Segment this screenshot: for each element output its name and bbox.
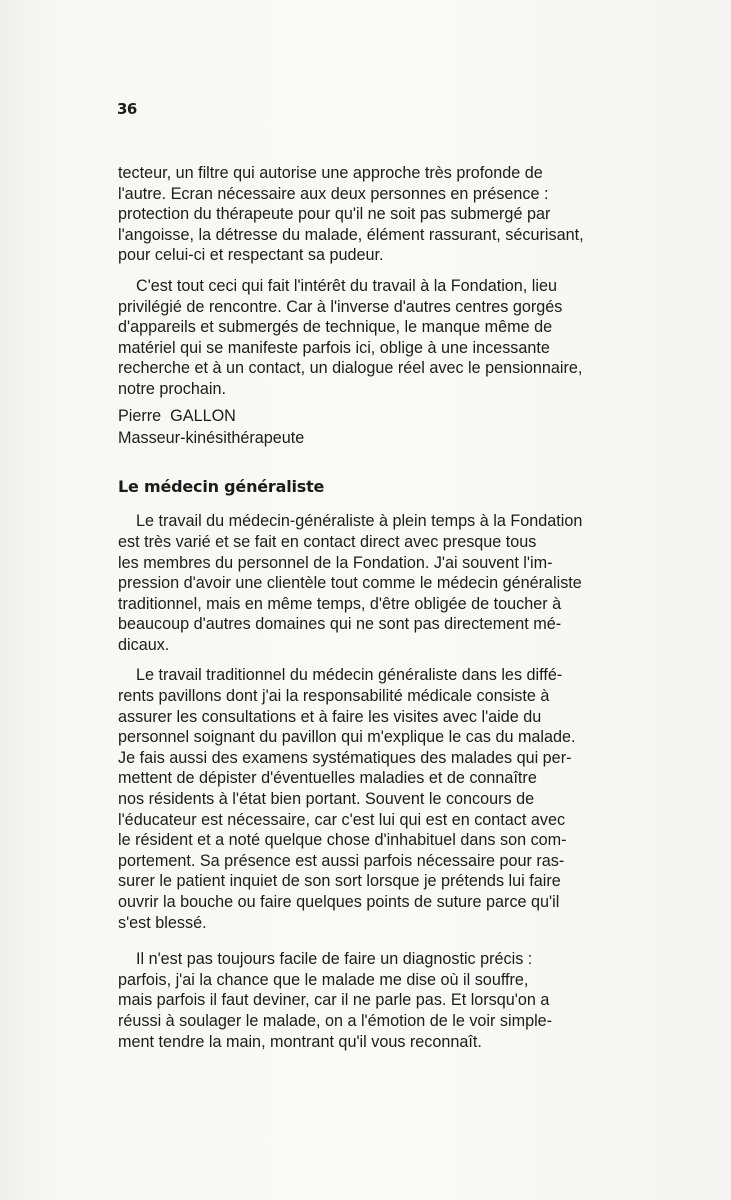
signature-name: Pierre GALLON <box>118 406 236 425</box>
text-line: Le travail du médecin-généraliste à plein temps à la Fondation <box>136 512 583 531</box>
text-line: pression d'avoir une clientèle tout comme le médecin généraliste <box>118 574 582 593</box>
text-line: l'éducateur est nécessaire, car c'est lui qui est en contact avec <box>118 810 566 829</box>
text-line: notre prochain. <box>118 379 226 398</box>
section-heading: Le médecin généraliste <box>118 476 325 496</box>
text-line: nos résidents à l'état bien portant. Souvent le concours de <box>118 790 535 809</box>
text-line: tecteur, un filtre qui autorise une approche très profonde de <box>118 164 543 182</box>
text-line: s'est blessé. <box>118 913 207 932</box>
text-line: Le travail traditionnel du médecin généraliste dans les diffé- <box>136 666 563 685</box>
text-line: rents pavillons dont j'ai la responsabilité médicale consiste à <box>118 687 550 706</box>
text-line: privilégié de rencontre. Car à l'inverse d'autres centres gorgés <box>118 297 563 316</box>
text-line: pour celui-ci et respectant sa pudeur. <box>118 246 384 265</box>
paragraph-diagnostic <box>118 949 649 1052</box>
paragraph-continuation <box>118 163 649 266</box>
text-line: surer le patient inquiet de son sort lorsque je prétends lui faire <box>118 872 561 891</box>
signature-title: Masseur-kinésithérapeute <box>118 429 305 448</box>
text-line: protection du thérapeute pour qu'il ne soit pas submergé par <box>118 205 551 224</box>
text-line: personnel soignant du pavillon qui m'explique le cas du malade. <box>118 728 576 747</box>
text-line: Je fais aussi des examens systématiques des malades qui per- <box>118 748 572 767</box>
text-line: l'autre. Ecran nécessaire aux deux personnes en présence : <box>118 184 549 203</box>
text-line: assurer les consultations et à faire les visites avec l'aide du <box>118 707 542 726</box>
page-body <box>118 163 649 1052</box>
paragraph-medecin-intro <box>118 511 649 655</box>
paragraph-travail-traditionnel <box>118 665 649 933</box>
text-line: ouvrir la bouche ou faire quelques points de suture parce qu'il <box>118 893 560 911</box>
text-line: parfois, j'ai la chance que le malade me dise où il souffre, <box>118 970 529 989</box>
text-line: réussi à soulager le malade, on a l'émotion de le voir simple- <box>118 1011 553 1030</box>
text-line: beaucoup d'autres domaines qui ne sont pas directement mé- <box>118 615 562 634</box>
text-line: mettent de dépister d'éventuelles maladies et de connaître <box>118 769 537 788</box>
text-line: portement. Sa présence est aussi parfois nécessaire pour ras- <box>118 851 565 870</box>
text-line: mais parfois il faut deviner, car il ne parle pas. Et lorsqu'on a <box>118 991 550 1010</box>
text-line: l'angoisse, la détresse du malade, élément rassurant, sécurisant, <box>118 225 584 244</box>
text-line: dicaux. <box>118 635 170 654</box>
text-line: matériel qui se manifeste parfois ici, oblige à une incessante <box>118 338 550 357</box>
text-line: ment tendre la main, montrant qu'il vous reconnaît. <box>118 1032 482 1051</box>
text-line: traditionnel, mais en même temps, d'être obligée de toucher à <box>118 594 562 613</box>
paragraph-fondation <box>118 276 649 400</box>
text-line: recherche et à un contact, un dialogue réel avec le pensionnaire, <box>118 359 583 378</box>
text-line: C'est tout ceci qui fait l'intérêt du travail à la Fondation, lieu <box>136 276 557 295</box>
text-line: Il n'est pas toujours facile de faire un diagnostic précis : <box>136 950 533 969</box>
text-line: d'appareils et submergés de technique, le manque même de <box>118 318 553 337</box>
page-number: 36 <box>117 100 137 118</box>
text-line: est très varié et se fait en contact direct avec presque tous <box>118 532 537 551</box>
text-line: les membres du personnel de la Fondation. J'ai souvent l'im- <box>118 553 553 572</box>
text-line: le résident et a noté quelque chose d'inhabituel dans son com- <box>118 831 567 850</box>
